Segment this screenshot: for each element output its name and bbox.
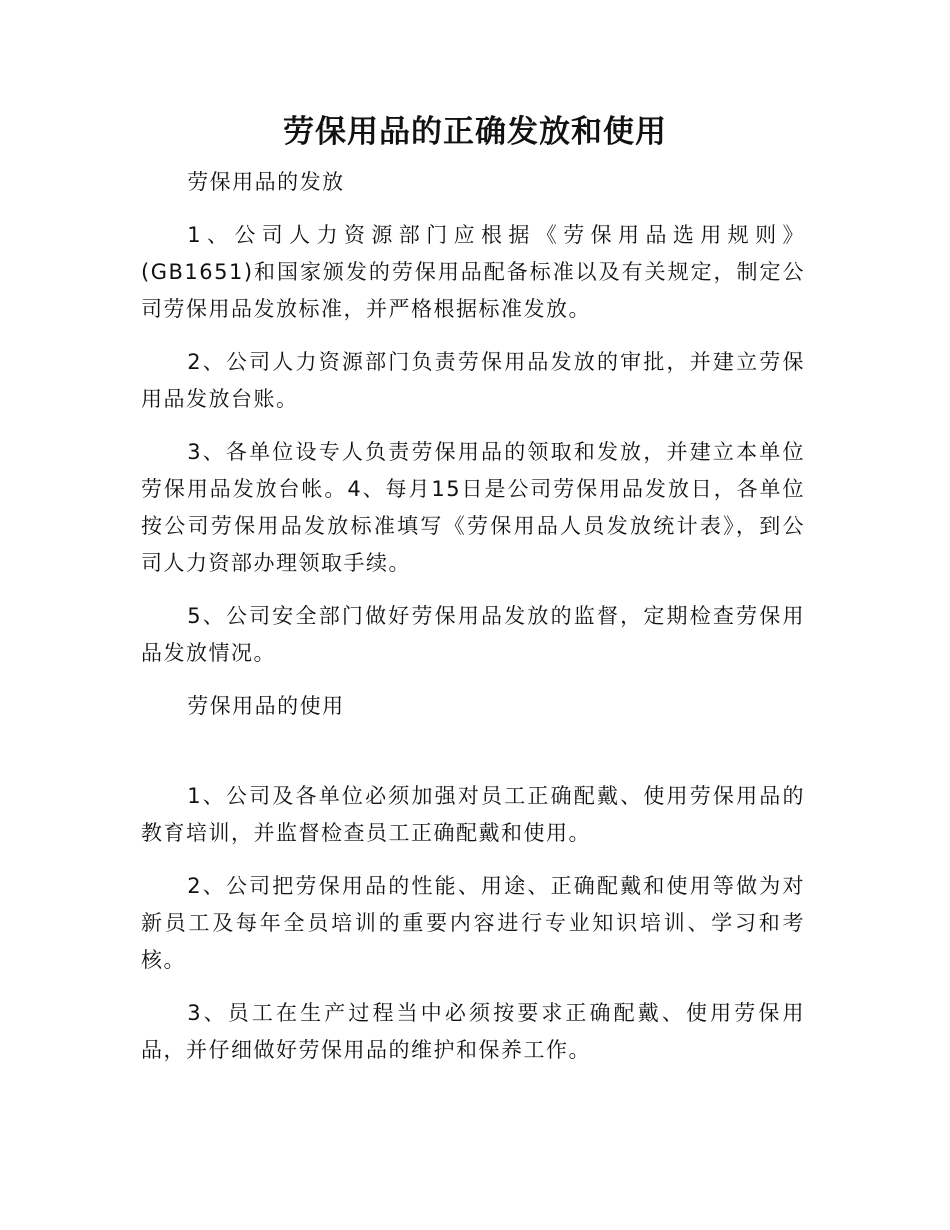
section-heading-distribution: 劳保用品的发放 bbox=[187, 170, 345, 194]
document-title: 劳保用品的正确发放和使用 bbox=[283, 114, 667, 150]
paragraph: 1、公司及各单位必须加强对员工正确配戴、使用劳保用品的教育培训，并监督检查员工正确配戴和使用。 bbox=[141, 784, 805, 845]
paragraph: 2、公司人力资源部门负责劳保用品发放的审批，并建立劳保用品发放台账。 bbox=[141, 350, 805, 411]
paragraph: 1、公司人力资源部门应根据《劳保用品选用规则》(GB1651)和国家颁发的劳保用品配备标准以及有关规定，制定公司劳保用品发放标准，并严格根据标准发放。 bbox=[141, 223, 805, 321]
paragraph: 5、公司安全部门做好劳保用品发放的监督，定期检查劳保用品发放情况。 bbox=[141, 604, 805, 665]
section-heading-usage: 劳保用品的使用 bbox=[187, 694, 345, 718]
document-body bbox=[141, 164, 805, 1085]
paragraph: 3、各单位设专人负责劳保用品的领取和发放，并建立本单位劳保用品发放台帐。4、每月15日是公司劳保用品发放日，各单位按公司劳保用品发放标准填写《劳保用品人员发放统计表》，到公司人力资部办理领取手续。 bbox=[141, 440, 805, 575]
paragraph: 3、员工在生产过程当中必须按要求正确配戴、使用劳保用品，并仔细做好劳保用品的维护和保养工作。 bbox=[141, 1001, 805, 1062]
paragraph: 2、公司把劳保用品的性能、用途、正确配戴和使用等做为对新员工及每年全员培训的重要内容进行专业知识培训、学习和考核。 bbox=[141, 874, 805, 972]
